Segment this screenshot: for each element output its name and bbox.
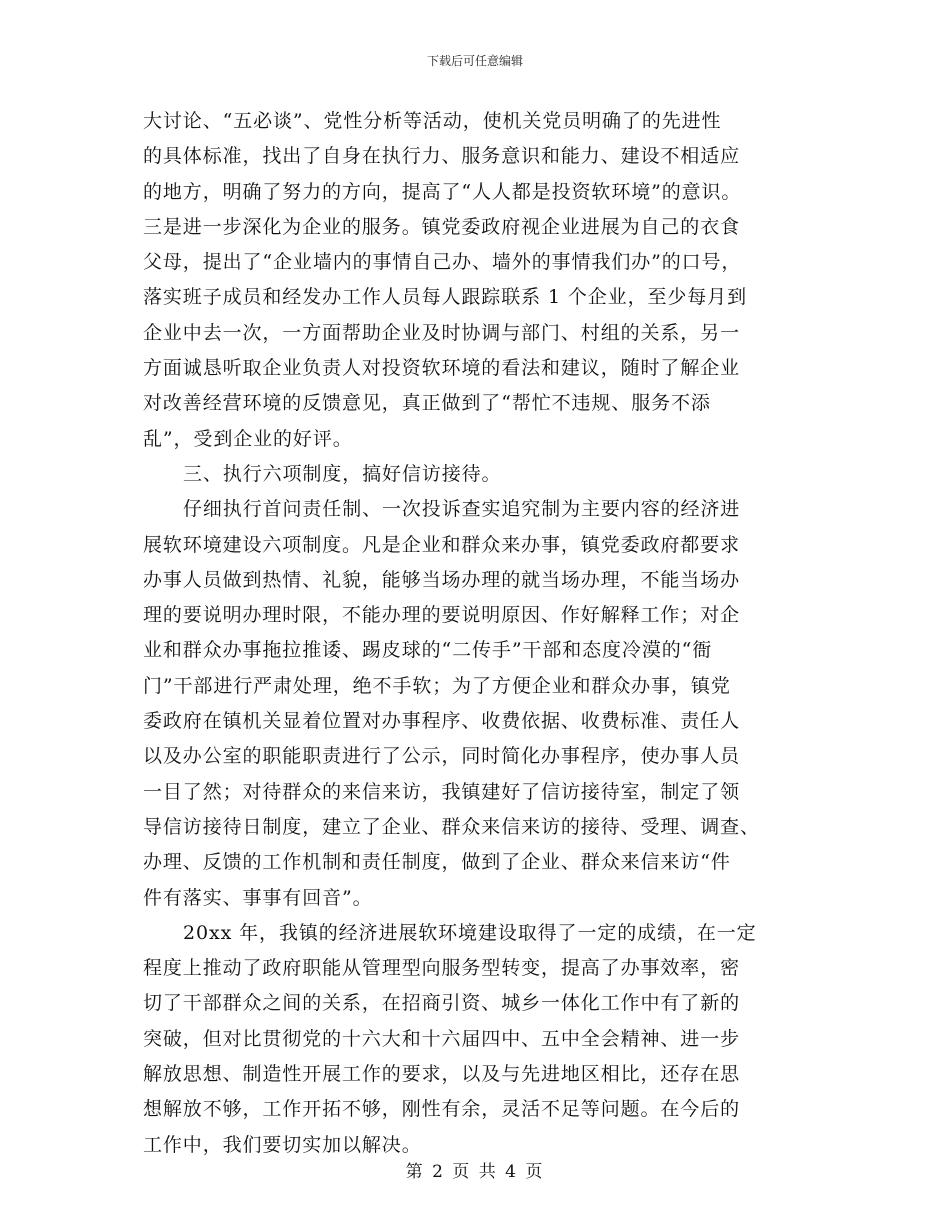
text-line-content: 门”干部进行严肃处理，绝不手软；为了方便企业和群众办事，镇党 xyxy=(143,674,731,697)
text-line xyxy=(143,810,813,845)
text-line-content: 三是进一步深化为企业的服务。镇党委政府视企业进展为自己的衣食 xyxy=(143,215,741,238)
page-footer: 第 2 页 共 4 页 xyxy=(405,1162,545,1182)
document-body xyxy=(143,104,813,1163)
text-line xyxy=(143,916,813,951)
text-line-content: 办事人员做到热情、礼貌，能够当场办理的就当场办理，不能当场办 xyxy=(143,568,741,591)
text-line-content: 落实班子成员和经发办工作人员每人跟踪联系 1 个企业，至少每月到 xyxy=(143,286,747,309)
text-line xyxy=(143,1057,813,1092)
text-line xyxy=(143,457,813,492)
text-line-content: 委政府在镇机关显着位置对办事程序、收费依据、收费标准、责任人 xyxy=(143,710,741,733)
text-line xyxy=(143,881,813,916)
text-line-content: 企业中去一次，一方面帮助企业及时协调与部门、村组的关系，另一 xyxy=(143,321,741,344)
text-line xyxy=(143,528,813,563)
text-line xyxy=(143,704,813,739)
text-line xyxy=(143,598,813,633)
text-line-content: 的具体标准，找出了自身在执行力、服务意识和能力、建设不相适应 xyxy=(143,145,741,168)
text-line xyxy=(143,1092,813,1127)
text-line-content: 父母，提出了“企业墙内的事情自己办、墙外的事情我们办”的口号， xyxy=(143,251,742,274)
text-line-content: 想解放不够，工作开拓不够，刚性有余，灵活不足等问题。在今后的 xyxy=(143,1098,741,1121)
text-line-content: 业和群众办事拖拉推诿、踢皮球的“二传手”干部和态度冷漠的“衙 xyxy=(143,639,713,662)
text-line-content: 突破，但对比贯彻党的十六大和十六届四中、五中全会精神、进一步 xyxy=(143,1027,741,1050)
text-line-content: 大讨论、“五必谈”、党性分析等活动，使机关党员明确了的先进性 xyxy=(143,110,722,132)
text-line xyxy=(143,139,813,174)
text-line-content: 方面诚恳听取企业负责人对投资软环境的看法和建议，随时了解企业 xyxy=(143,357,741,380)
text-line-content: 展软环境建设六项制度。凡是企业和群众来办事，镇党委政府都要求 xyxy=(143,533,741,556)
text-line xyxy=(143,986,813,1021)
text-line-content: 切了干部群众之间的关系，在招商引资、城乡一体化工作中有了新的 xyxy=(143,992,741,1015)
text-line xyxy=(143,492,813,527)
text-line xyxy=(143,1022,813,1057)
text-line xyxy=(143,669,813,704)
text-line xyxy=(143,563,813,598)
text-line xyxy=(143,739,813,774)
text-line xyxy=(143,845,813,880)
text-line xyxy=(143,386,813,421)
text-line-content: 乱”，受到企业的好评。 xyxy=(143,427,353,450)
text-line xyxy=(143,175,813,210)
text-line xyxy=(143,422,813,457)
text-line-content: 导信访接待日制度，建立了企业、群众来信来访的接待、受理、调查、 xyxy=(143,815,760,838)
text-line-content: 对改善经营环境的反馈意见，真正做到了“帮忙不违规、服务不添 xyxy=(143,392,711,415)
text-line xyxy=(143,351,813,386)
text-line-content: 程度上推动了政府职能从管理型向服务型转变，提高了办事效率，密 xyxy=(143,957,741,980)
text-line xyxy=(143,245,813,280)
text-line-content: 20xx 年，我镇的经济进展软环境建设取得了一定的成绩，在一定 xyxy=(183,921,757,944)
page-header: 下载后可任意编辑 xyxy=(426,54,523,68)
text-line xyxy=(143,775,813,810)
text-line xyxy=(143,633,813,668)
text-line-content: 理的要说明办理时限，不能办理的要说明原因、作好解释工作；对企 xyxy=(143,604,741,627)
text-line xyxy=(143,316,813,351)
text-line-content: 解放思想、制造性开展工作的要求，以及与先进地区相比，还存在思 xyxy=(143,1063,741,1086)
text-line-content: 工作中，我们要切实加以解决。 xyxy=(143,1133,422,1156)
text-line-content: 一目了然；对待群众的来信来访，我镇建好了信访接待室，制定了领 xyxy=(143,780,741,803)
text-line-content: 件有落实、事事有回音”。 xyxy=(143,886,373,909)
text-line-content: 仔细执行首问责任制、一次投诉查实追究制为主要内容的经济进 xyxy=(183,498,741,521)
text-line-content: 的地方，明确了努力的方向，提高了“人人都是投资软环境”的意识。 xyxy=(143,180,742,203)
text-line xyxy=(143,104,813,139)
text-line xyxy=(143,280,813,315)
text-line xyxy=(143,210,813,245)
text-line xyxy=(143,951,813,986)
text-line-content: 以及办公室的职能职责进行了公示，同时简化办事程序，使办事人员 xyxy=(143,745,741,768)
text-line-content: 办理、反馈的工作机制和责任制度，做到了企业、群众来信来访“件 xyxy=(143,851,731,874)
text-line-content: 三、执行六项制度，搞好信访接待。 xyxy=(183,462,502,485)
